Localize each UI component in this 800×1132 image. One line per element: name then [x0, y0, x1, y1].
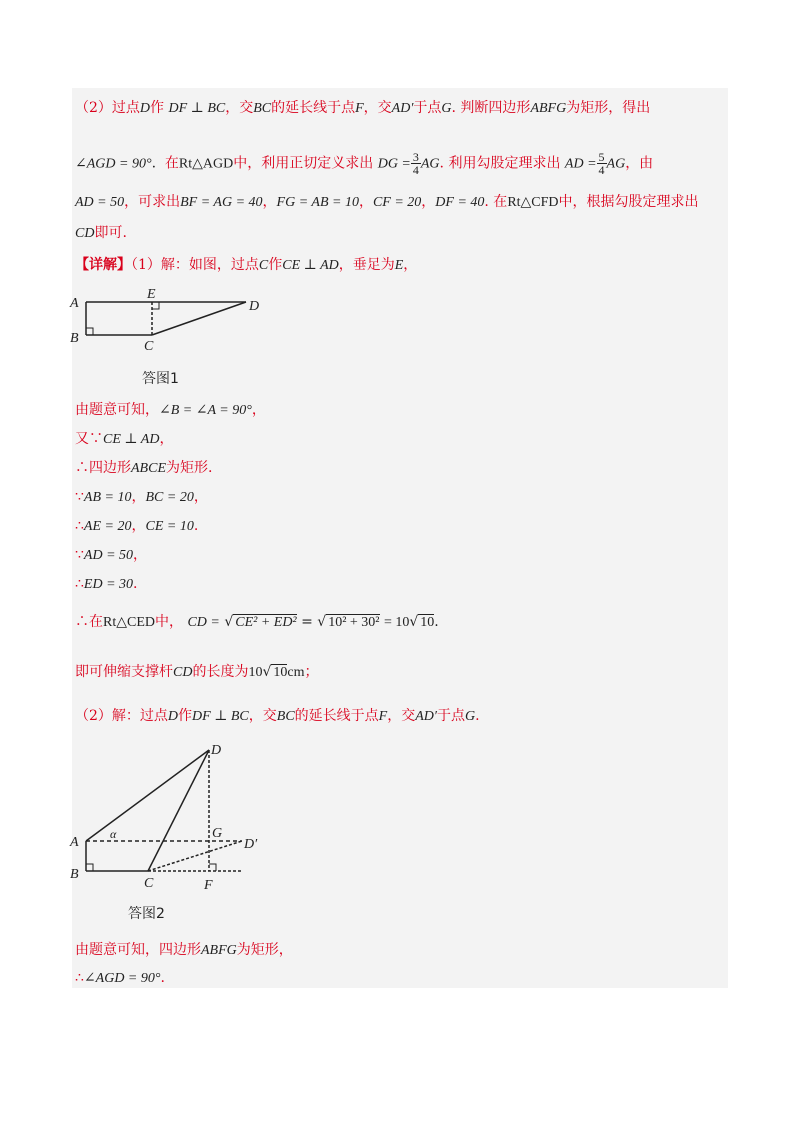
- label-D-prime: D′: [244, 837, 258, 852]
- label-alpha: α: [110, 827, 117, 841]
- step-9: 即可伸缩支撑杆CD的长度为10√ 10cm；: [75, 664, 319, 680]
- right-angle-B: [86, 864, 93, 871]
- right-angle-B: [86, 328, 93, 335]
- label-D: D: [211, 743, 222, 758]
- step-5: ∴AE = 20，CE = 10.: [75, 518, 199, 534]
- conclusion-1: 由题意可知，四边形ABFG为矩形，: [75, 942, 293, 958]
- step-1: 由题意可知，∠B = ∠A = 90°，: [75, 402, 266, 418]
- fraction-5-4: $\frac{5}{4}$: [598, 150, 605, 177]
- step-2: 又∵CE ⊥ AD，: [75, 431, 174, 447]
- label-B: B: [70, 331, 79, 346]
- label-E: E: [147, 287, 156, 302]
- label-C: C: [144, 339, 154, 354]
- analysis-line-1: （2）过点D作 DF ⊥ BC，交BC的延长线于点F，交AD′于点G. 判断四边形ABFG为矩形，得出: [75, 100, 651, 116]
- label-B: B: [70, 867, 79, 882]
- figure-1: [66, 282, 276, 354]
- label-G: G: [212, 826, 223, 841]
- figure-1-caption: 答图1: [142, 371, 179, 387]
- fraction-3-4: $\frac{3}{4}$: [412, 150, 419, 177]
- analysis-line-4: CD即可.: [75, 225, 127, 241]
- analysis-line-2: ∠AGD = 90°. 在Rt△AGD中，利用正切定义求出 DG = $\frac{3}{4}$ AG. 利用勾股定理求出 AD = $\frac{5}{4}$ AG，由: [75, 150, 654, 177]
- analysis-line-3: AD = 50，可求出BF = AG = 40，FG = AB = 10，CF = 20，DF = 40. 在Rt△CFD中，根据勾股定理求出: [75, 194, 699, 210]
- step-6: ∵AD = 50，: [75, 547, 148, 563]
- label-F: F: [204, 878, 213, 893]
- figure-2: [66, 740, 276, 896]
- right-angle-F: [209, 864, 216, 871]
- step-3: ∴四边形ABCE为矩形.: [75, 460, 213, 476]
- step-8: ∴在Rt△CED中， CD = √ CE² + ED² = √ 10² + 30² = 10√ 10.: [75, 614, 439, 630]
- part-2-heading: （2）解：过点D作DF ⊥ BC，交BC的延长线于点F，交AD′于点G.: [75, 708, 480, 724]
- label-A: A: [70, 296, 79, 311]
- step-7: ∴ED = 30.: [75, 576, 138, 592]
- label-A: A: [70, 835, 79, 850]
- detail-heading: 【详解】（1）解：如图，过点C作CE ⊥ AD，垂足为E，: [75, 257, 418, 273]
- segment-CD-prime: [148, 841, 242, 871]
- segment-CD: [148, 750, 209, 871]
- figure-2-caption: 答图2: [128, 906, 165, 922]
- conclusion-2: ∴∠AGD = 90°.: [75, 970, 165, 986]
- segment-AD: [86, 750, 209, 841]
- segment-CD: [152, 302, 246, 335]
- label-D: D: [249, 299, 260, 314]
- step-4: ∵AB = 10，BC = 20，: [75, 489, 208, 505]
- label-C: C: [144, 876, 154, 891]
- right-angle-E: [152, 302, 159, 309]
